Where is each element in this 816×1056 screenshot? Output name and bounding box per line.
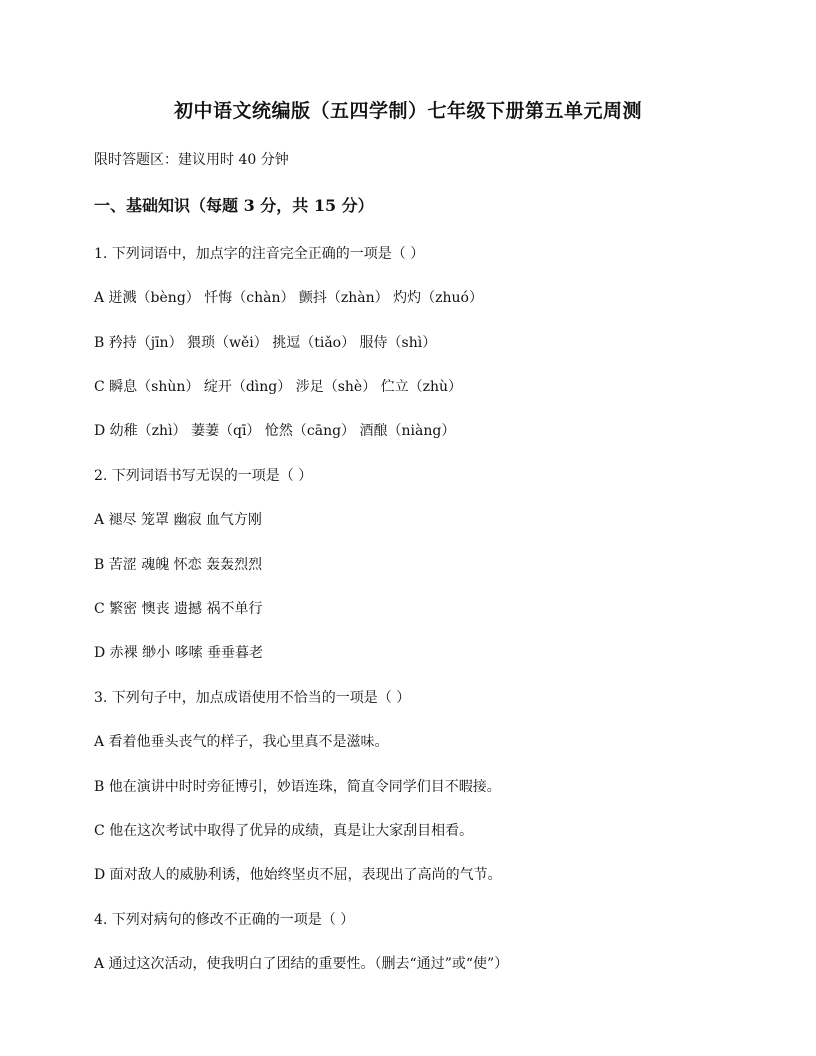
question-4-stem: 4. 下列对病句的修改不正确的一项是（ ） (94, 912, 355, 928)
question-3-option-d: D 面对敌人的威胁利诱，他始终坚贞不屈，表现出了高尚的气节。 (94, 867, 502, 883)
question-3-option-c: C 他在这次考试中取得了优异的成绩，真是让大家刮目相看。 (94, 823, 474, 839)
question-2-option-b: B 苦涩 魂魄 怀恋 轰轰烈烈 (94, 557, 263, 573)
question-4-option-a: A 通过这次活动，使我明白了团结的重要性。（删去“通过”或“使”） (94, 956, 509, 972)
time-note: 限时答题区：建议用时 40 分钟 (94, 152, 289, 168)
question-2-stem: 2. 下列词语书写无误的一项是（ ） (94, 468, 313, 484)
question-3-option-a: A 看着他垂头丧气的样子，我心里真不是滋味。 (94, 734, 389, 750)
question-3-option-b: B 他在演讲中时时旁征博引，妙语连珠，简直令同学们目不暇接。 (94, 779, 501, 795)
question-1-option-a: A 迸溅（bèng） 忏悔（chàn） 颤抖（zhàn） 灼灼（zhuó） (94, 290, 483, 306)
page-title: 初中语文统编版（五四学制）七年级下册第五单元周测 (173, 100, 642, 122)
question-1-option-c: C 瞬息（shùn） 绽开（dìng） 涉足（shè） 伫立（zhù） (94, 379, 463, 395)
question-3-stem: 3. 下列句子中，加点成语使用不恰当的一项是（ ） (94, 690, 411, 706)
question-2-option-d: D 赤裸 缈小 哆嗦 垂垂暮老 (94, 645, 264, 661)
question-2-option-c: C 繁密 懊丧 遗撼 祸不单行 (94, 601, 263, 617)
section-heading: 一、基础知识（每题 3 分，共 15 分） (94, 196, 374, 215)
question-1-option-d: D 幼稚（zhì） 萋萋（qī） 怆然（cāng） 酒酿（niàng） (94, 423, 456, 439)
question-1-stem: 1. 下列词语中，加点字的注音完全正确的一项是（ ） (94, 246, 425, 262)
question-2-option-a: A 褪尽 笼罩 幽寂 血气方刚 (94, 512, 262, 528)
question-1-option-b: B 矜持（jīn） 猥琐（wěi） 挑逗（tiǎo） 服侍（shì） (94, 335, 437, 351)
